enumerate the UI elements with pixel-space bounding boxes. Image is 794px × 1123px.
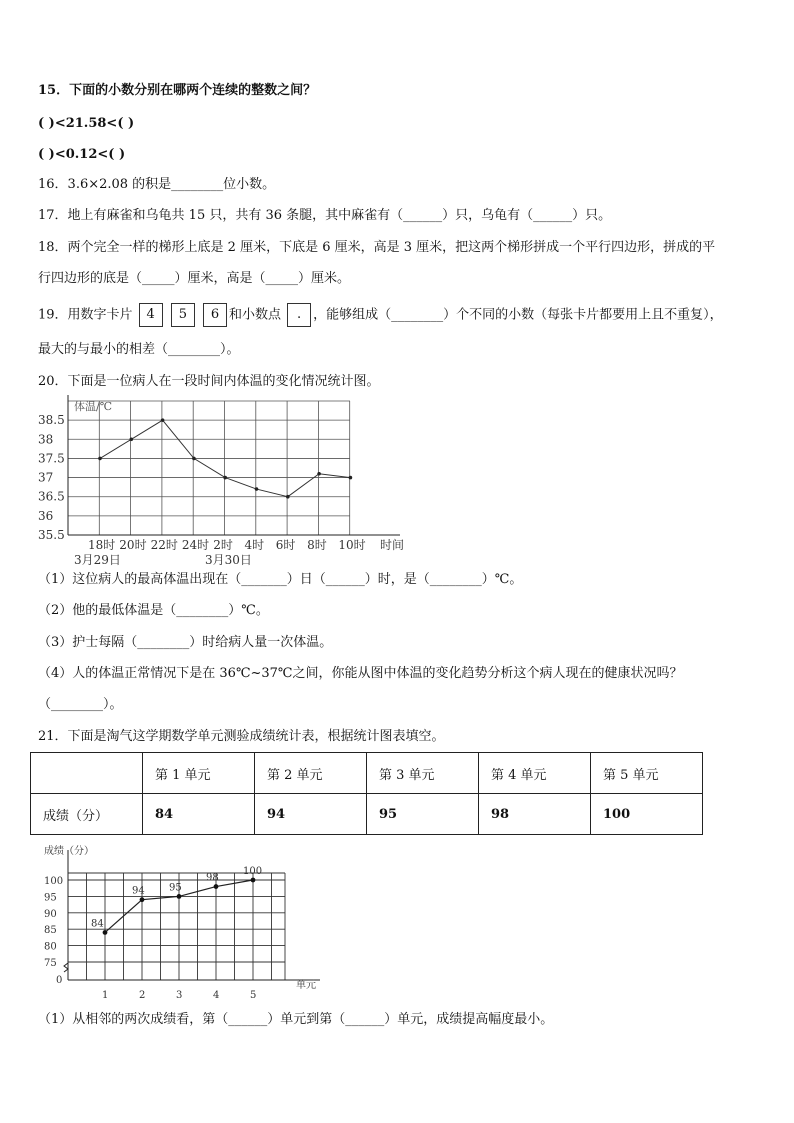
data-point [140,897,145,902]
q19-suffix: ，能够组成（________）个不同的小数（每张卡片都要用上且不重复）， [313,307,723,323]
tick-label: 22时 [150,538,178,552]
data-label: 95 [169,882,182,894]
tick-label: 36.5 [38,489,65,504]
tick-label: 100 [44,876,64,887]
data-label: 98 [206,872,219,884]
table-header-cell: 第 3 单元 [367,753,479,794]
tick-label: 85 [44,925,57,937]
q21-stem: 21．下面是淘气这学期数学单元测验成绩统计表，根据统计图表填空。 [38,729,445,744]
data-point [161,418,165,422]
tick-label: 1 [102,990,109,1000]
table-cell: 84 [143,794,255,835]
q19-prefix: 19．用数字卡片 [38,307,133,323]
table-header-cell: 第 2 单元 [255,753,367,794]
data-point [286,495,290,499]
q18-line2: 行四边形的底是（_____）厘米，高是（_____）厘米。 [38,271,351,286]
q20-sub2: （2）他的最低体温是（________）℃。 [38,603,269,618]
tick-label: 95 [44,892,57,904]
tick-label: 35.5 [38,528,65,542]
data-point [223,476,227,480]
q19-line1 [38,303,723,327]
q20-sub3: （3）护士每隔（________）时给病人量一次体温。 [38,635,333,650]
tick-label: 80 [44,941,57,953]
digit-card-5: 5 [171,303,195,327]
data-point [317,472,321,476]
q17: 17．地上有麻雀和乌龟共 15 只，共有 36 条腿，其中麻雀有（______）只，乌龟有（______）只。 [38,208,612,223]
q20-sub4b: （________）。 [38,697,123,712]
q20-stem: 20．下面是一位病人在一段时间内体温的变化情况统计图。 [38,374,380,389]
q20-sub4: （4）人的体温正常情况下是在 36℃~37℃之间，你能从图中体温的变化趋势分析这个病人现在的健康状况吗？ [38,666,683,681]
tick-label: 5 [250,990,257,1000]
tick-label: 90 [44,908,57,920]
data-point [98,457,102,461]
y-axis-label: 体温/℃ [74,400,113,413]
q20-sub1: （1）这位病人的最高体温出现在（_______）日（______）时，是（________）℃。 [38,572,523,587]
data-point [130,437,134,441]
data-label: 100 [243,866,263,877]
tick-label: 75 [44,958,57,969]
tick-label: 0 [56,975,63,986]
q15-blank-a[interactable]: ( )<21.58<( ) [38,116,135,131]
data-point [192,457,196,461]
table-header-row [31,753,703,794]
table-header-cell: 第 4 单元 [479,753,591,794]
q18-line1: 18．两个完全一样的梯形上底是 2 厘米，下底是 6 厘米，高是 3 厘米，把这两个梯形拼成一个平行四边形，拼成的平 [38,240,716,255]
tick-label: 8时 [307,538,327,552]
tick-label: 37 [38,470,54,485]
data-point [251,878,256,883]
data-label: 84 [91,918,104,930]
tick-label: 6时 [275,538,296,552]
tick-label: 3 [176,990,183,1000]
tick-label: 4时 [244,538,265,552]
y-axis-label: 成绩（分） [44,846,94,857]
date-label: 3月29日 [74,553,121,567]
tick-label: 2 [139,990,146,1000]
table-cell: 94 [255,794,367,835]
data-point [349,476,353,480]
digit-card-6: 6 [203,303,227,327]
tick-label: 24时 [181,538,210,552]
x-axis-label: 单元 [296,980,316,991]
table-header-cell: 第 1 单元 [143,753,255,794]
q21-sub1: （1）从相邻的两次成绩看，第（______）单元到第（______）单元，成绩提高幅度最小。 [38,1012,554,1027]
tick-label: 38.5 [38,413,65,428]
q19-line2: 最大的与最小的相差（________）。 [38,342,240,357]
tick-label: 36 [38,508,54,523]
table-row [31,794,703,835]
digit-card-4: 4 [139,303,163,327]
table-header-cell: 第 5 单元 [591,753,703,794]
q15-stem: 15．下面的小数分别在哪两个连续的整数之间？ [38,83,317,98]
tick-label: 37.5 [38,451,65,466]
date-label: 3月30日 [205,553,252,567]
temperature-chart [30,393,420,568]
q16: 16．3.6×2.08 的积是________位小数。 [38,177,276,192]
tick-label: 10时 [338,538,366,552]
table-cell: 成绩（分） [31,794,143,835]
score-table [30,752,703,835]
table-header-cell [31,753,143,794]
data-point [177,894,182,899]
tick-label: 20时 [119,538,147,552]
tick-label: 4 [213,990,220,1000]
data-label: 94 [132,885,145,897]
data-point [103,930,108,935]
decimal-point-card: . [287,303,311,327]
x-axis-label: 时间 [380,538,405,552]
q15-blank-b[interactable]: ( )<0.12<( ) [38,147,126,162]
table-cell: 95 [367,794,479,835]
tick-label: 2时 [213,538,233,552]
score-chart [40,840,340,1000]
data-point [214,884,219,889]
data-point [255,487,259,491]
table-cell: 98 [479,794,591,835]
table-cell: 100 [591,794,703,835]
q19-mid: 和小数点 [228,307,281,323]
tick-label: 18时 [88,538,116,552]
tick-label: 38 [38,432,54,447]
axis-break-icon [64,963,68,972]
